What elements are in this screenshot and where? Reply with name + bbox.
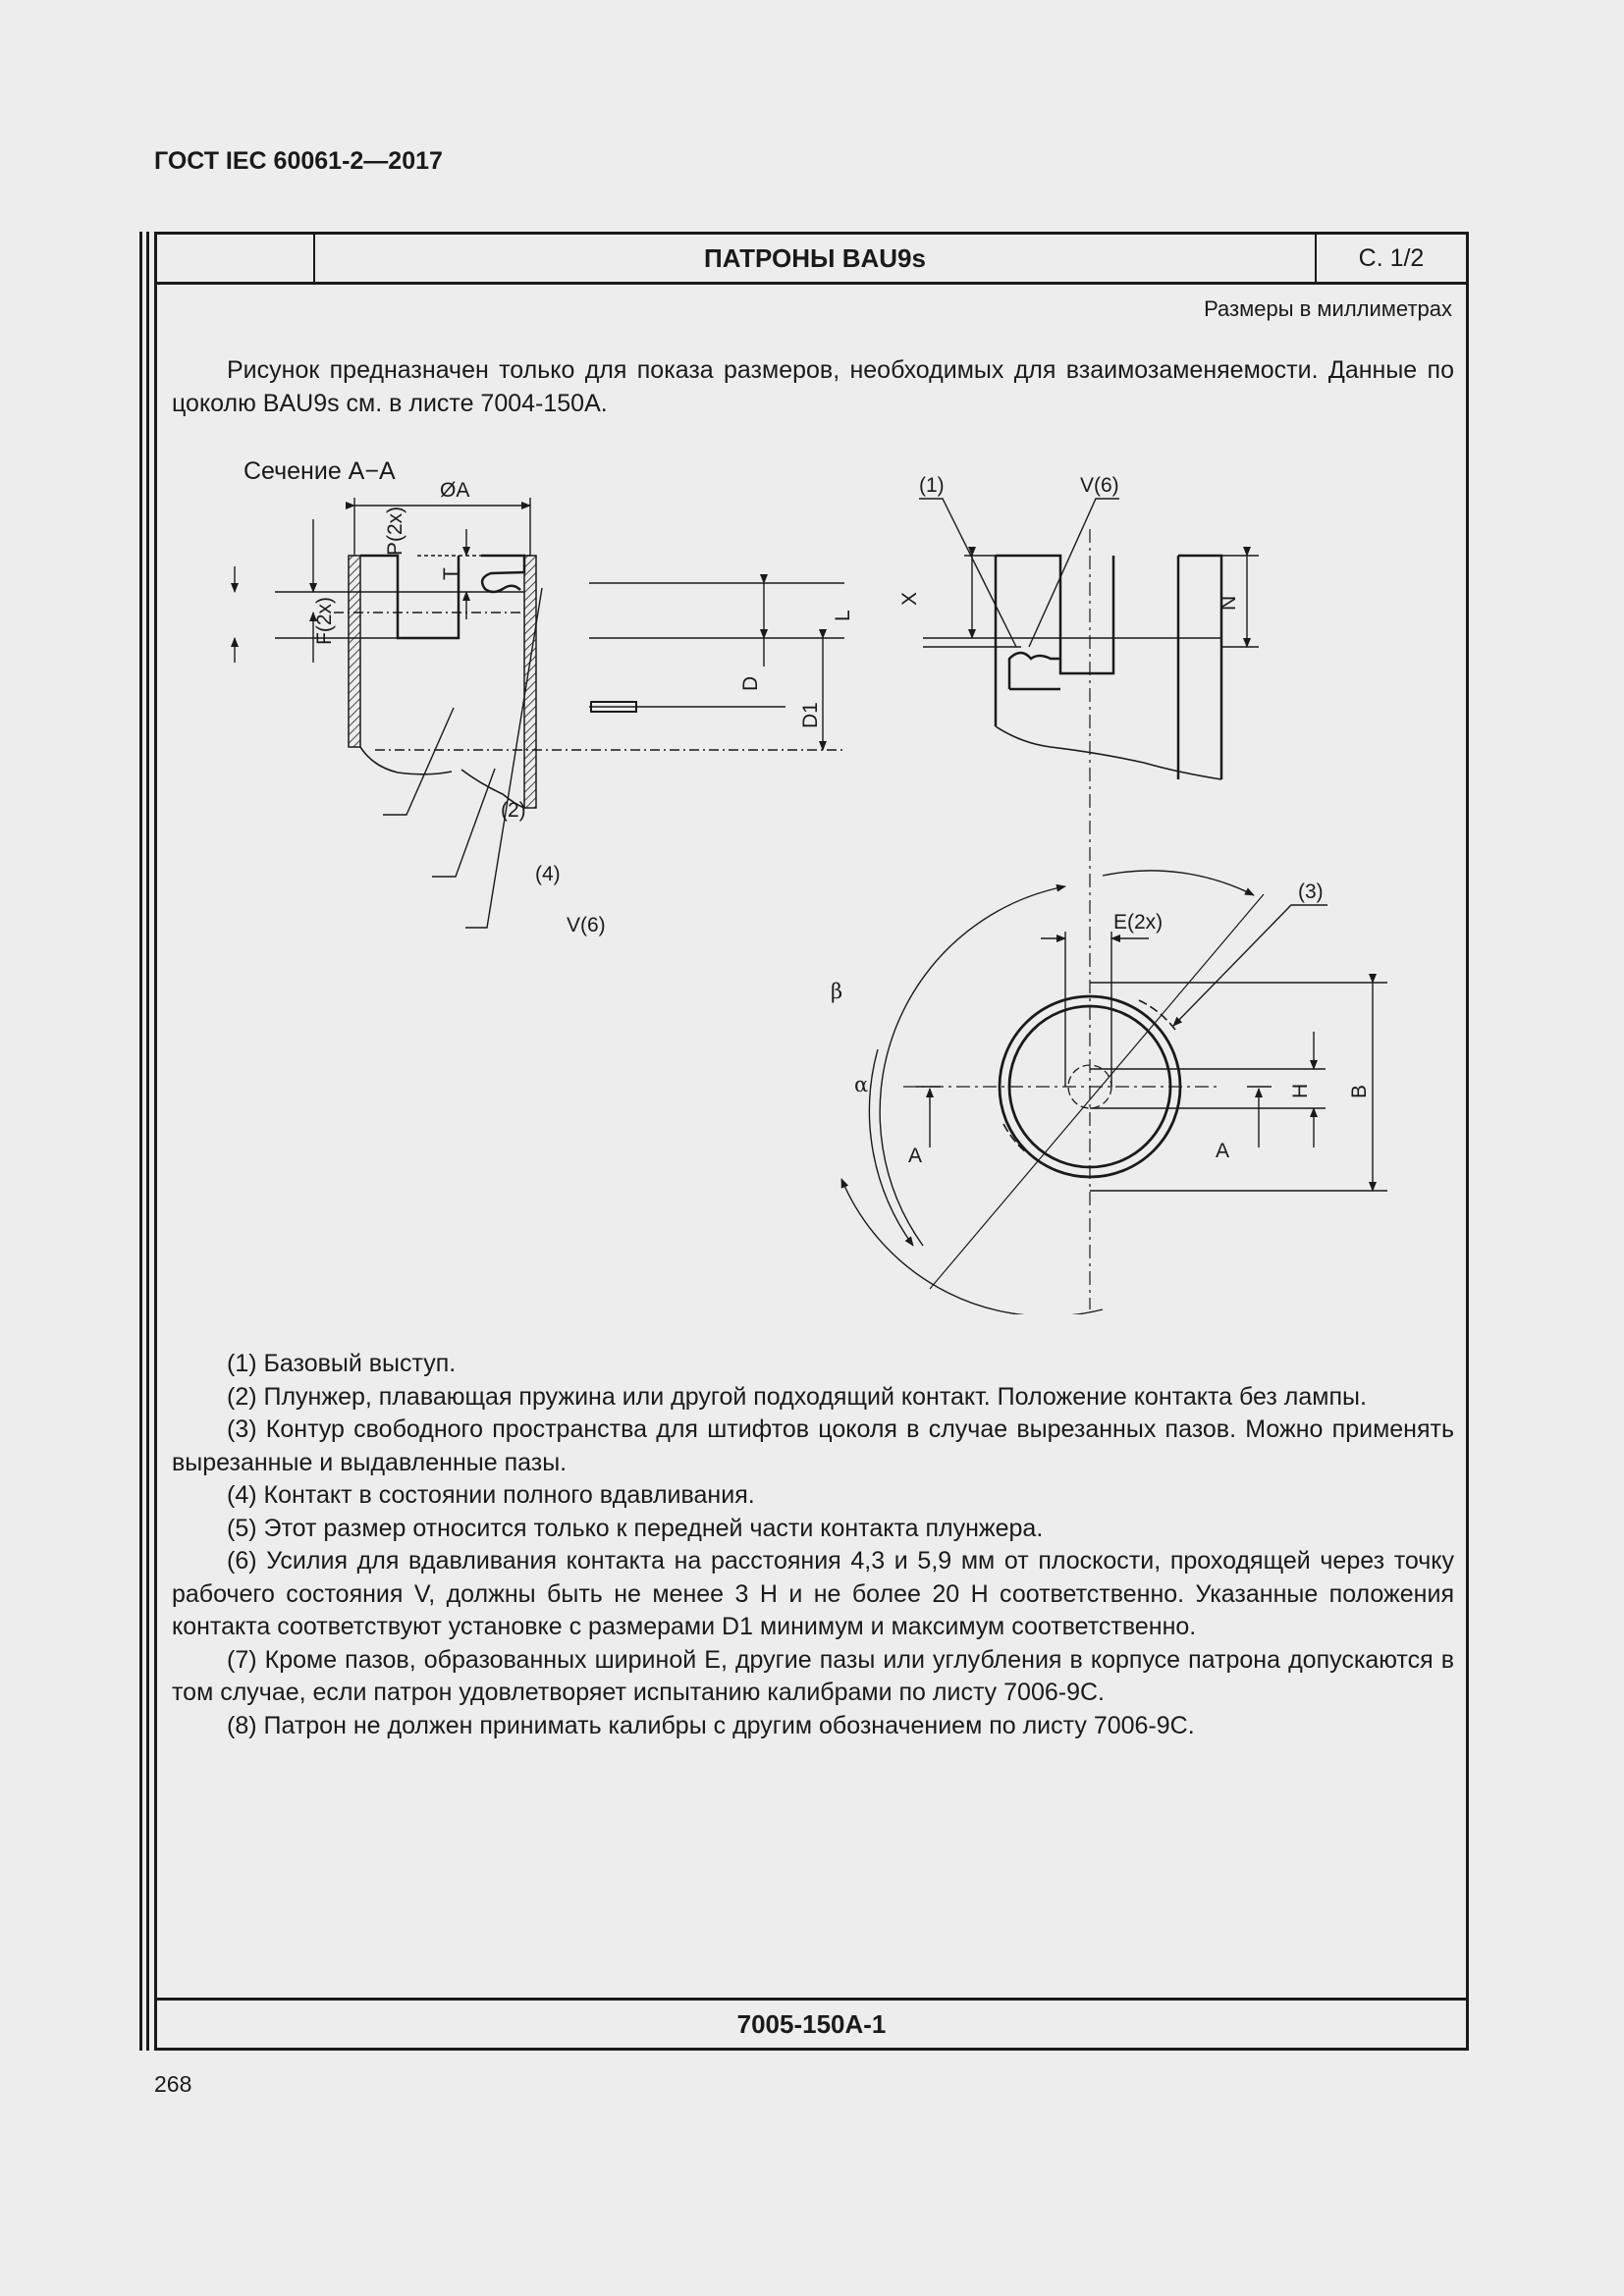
label-v6-bottom: V(6) [567, 914, 606, 936]
side-dimensions [919, 499, 1259, 647]
label-ref3: (3) [1298, 881, 1324, 903]
section-labels [313, 479, 822, 936]
label-h: H [1289, 1083, 1312, 1098]
label-l: L [832, 610, 854, 621]
sheet-page: С. 1/2 [1358, 244, 1425, 272]
intro-line-2: Данные по цоколю BAU9s см. в листе 7004-150А. [172, 356, 1454, 417]
note-item: (3) Контур свободного пространства для штифтов цоколя в случае вырезанных пазов. Можно применять вырезанные и выдавленные пазы. [172, 1415, 1454, 1476]
label-b: B [1348, 1084, 1371, 1098]
note-item: (5) Этот размер относится только к передней части контакта плунжера. [227, 1514, 1044, 1542]
label-dia-a: ØA [440, 479, 470, 502]
label-p2x: P(2x) [384, 506, 406, 556]
label-ref4: (4) [535, 863, 561, 885]
intro-line-1: Рисунок предназначен только для показа размеров, необходимых для взаимозаменяемости. [227, 356, 1319, 384]
note-item: (7) Кроме пазов, образованных шириной Е, другие пазы или углубления в корпусе патрона допускаются в том случае, если патрон удовлетворяет испытанию калибрами по листу 7006-9С. [172, 1645, 1454, 1706]
page-number: 268 [154, 2071, 192, 2097]
note-item: (2) Плунжер, плавающая пружина или другой подходящий контакт. Положение контакта без лампы. [227, 1382, 1367, 1411]
label-a-right: A [1216, 1140, 1230, 1162]
standard-code: ГОСТ IEC 60061-2—2017 [154, 147, 443, 175]
technical-drawing [157, 235, 1466, 1314]
label-e2x: E(2x) [1113, 911, 1164, 934]
label-a-left: A [908, 1145, 923, 1167]
note-item: (4) Контакт в состоянии полного вдавливания. [227, 1481, 755, 1509]
label-n: N [1218, 595, 1240, 611]
label-t: T [440, 567, 462, 580]
label-ref1: (1) [919, 474, 945, 497]
section-title: Сечение А−А [244, 457, 396, 485]
sheet-title: ПАТРОНЫ BAU9s [313, 235, 1317, 282]
label-v6-top: V(6) [1080, 474, 1119, 497]
binding-line-inner [146, 232, 149, 2051]
sheet-frame [154, 232, 1469, 2051]
notes-list [172, 1348, 1454, 1742]
label-alpha: α [854, 1073, 869, 1096]
note-item: (8) Патрон не должен принимать калибры с другим обозначением по листу 7006-9С. [227, 1711, 1195, 1739]
binding-line-outer [139, 232, 142, 2051]
label-beta: β [831, 980, 843, 1003]
label-ref2: (2) [501, 799, 526, 822]
plan-view [903, 894, 1264, 1289]
note-item: (6) Усилия для вдавливания контакта на расстояния 4,3 и 5,9 мм от плоскости, проходящей через точку рабочего состояния V, должны быть не менее 3 Н и не более 20 Н соответственно. Указанные положения контакта соответствуют установке с размерами D1 минимум и максимум соответственно. [172, 1547, 1454, 1640]
label-d: D [739, 675, 762, 691]
label-x: X [898, 591, 921, 606]
sheet-code: 7005-150А-1 [157, 1998, 1466, 2048]
section-view [349, 556, 636, 808]
plan-labels [831, 881, 1371, 1167]
label-f2x: F(2x) [313, 597, 336, 645]
note-item: (1) Базовый выступ. [227, 1350, 457, 1377]
units-note: Размеры в миллиметрах [1204, 296, 1452, 321]
label-d1: D1 [799, 702, 822, 728]
